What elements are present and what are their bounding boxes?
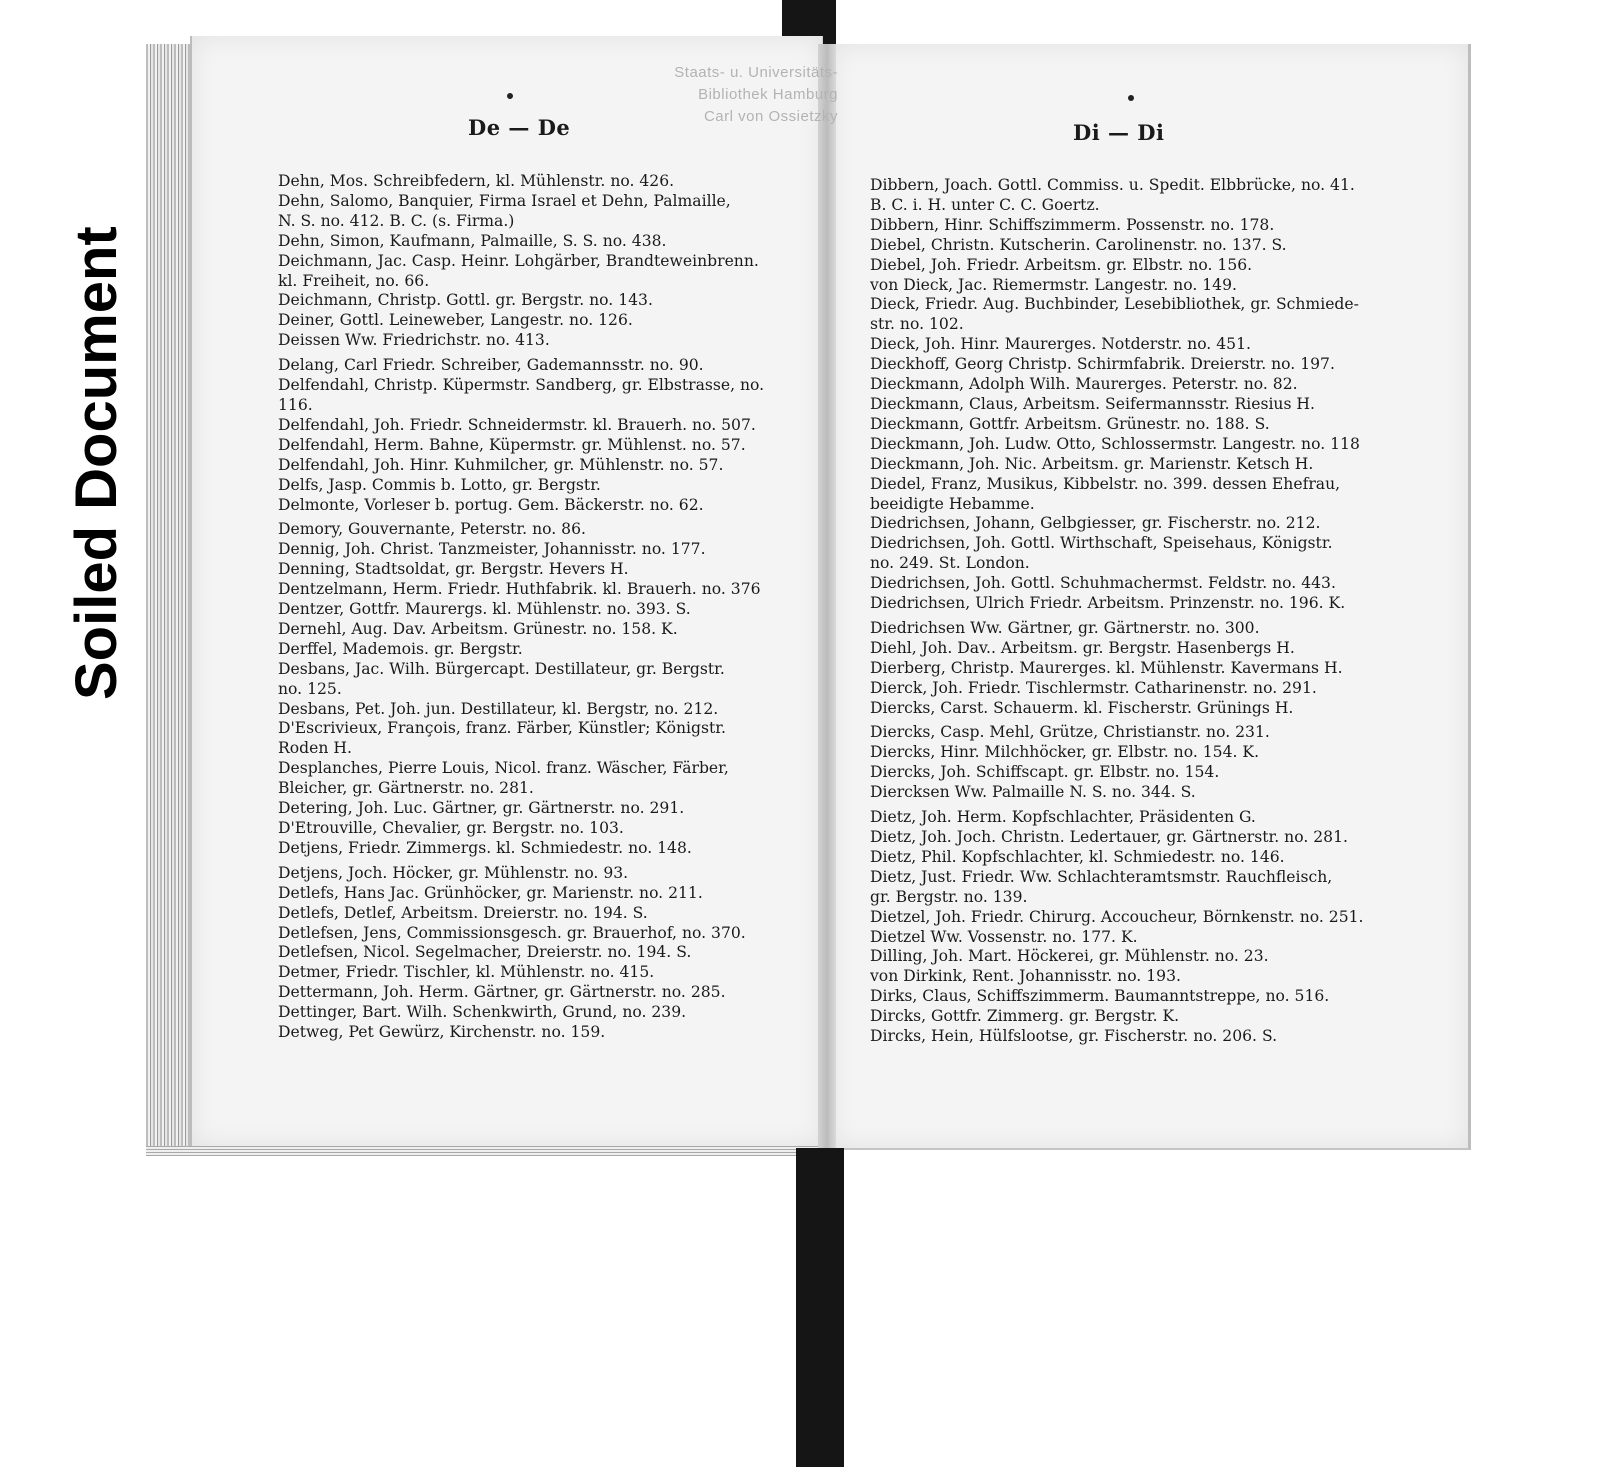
directory-entry (278, 476, 788, 496)
directory-entry-line: Diedrichsen, Joh. Gottl. Wirthschaft, Speisehaus, Königstr. (870, 534, 1333, 553)
directory-entry (278, 620, 788, 640)
directory-entry (870, 679, 1380, 699)
right-page-heading: Di — Di (1073, 120, 1165, 145)
directory-entry-line: Dierberg, Christp. Maurerges. kl. Mühlenstr. Kavermans H. (870, 658, 1343, 677)
directory-entry-line: von Dirkink, Rent. Johannisstr. no. 193. (870, 967, 1181, 986)
directory-entry-line: Dieckmann, Claus, Arbeitsm. Seifermannsstr. Riesius H. (870, 394, 1315, 413)
directory-entry-line: Desbans, Pet. Joh. jun. Destillateur, kl. Bergstr, no. 212. (278, 699, 719, 718)
directory-entry (278, 252, 788, 292)
directory-entry-line: Deichmann, Jac. Casp. Heinr. Lohgärber, Brandteweinbrenn. (278, 251, 759, 270)
directory-entry-line: gr. Bergstr. no. 139. (870, 887, 1028, 906)
directory-entry (278, 864, 788, 884)
directory-entry-line: Deiner, Gottl. Leineweber, Langestr. no. 126. (278, 311, 633, 330)
directory-entry-line: Diedel, Franz, Musikus, Kibbelstr. no. 399. dessen Ehefrau, (870, 474, 1341, 493)
directory-entry-line: Dirks, Claus, Schiffszimmerm. Baumanntstreppe, no. 516. (870, 987, 1330, 1006)
directory-entry-line: Detlefsen, Nicol. Segelmacher, Dreierstr. no. 194. S. (278, 943, 692, 962)
directory-entry-line: Diercks, Hinr. Milchhöcker, gr. Elbstr. no. 154. K. (870, 743, 1260, 762)
directory-entry (278, 839, 788, 859)
directory-entry-line: Delfendahl, Christp. Küpermstr. Sandberg, gr. Elbstrasse, no. (278, 376, 765, 395)
directory-entry-line: Dehn, Salomo, Banquier, Firma Israel et Dehn, Palmaille, (278, 191, 731, 210)
directory-entry-line: Diedrichsen, Joh. Gottl. Schuhmachermst. Feldstr. no. 443. (870, 574, 1336, 593)
directory-entry-line: Diebel, Christn. Kutscherin. Carolinenstr. no. 137. S. (870, 235, 1287, 254)
directory-entry (278, 759, 788, 799)
directory-entry (278, 540, 788, 560)
directory-entry (278, 904, 788, 924)
directory-entry (278, 232, 788, 252)
directory-entry-line: Diebel, Joh. Friedr. Arbeitsm. gr. Elbstr. no. 156. (870, 255, 1253, 274)
directory-entry-line: Diercks, Carst. Schauerm. kl. Fischerstr. Grünings H. (870, 698, 1294, 717)
directory-entry-line: Dietzel, Joh. Friedr. Chirurg. Accoucheur, Börnkenstr. no. 251. (870, 907, 1364, 926)
directory-entry (870, 1007, 1380, 1027)
directory-entry-line: Detlefsen, Jens, Commissionsgesch. gr. Brauerhof, no. 370. (278, 923, 746, 942)
book-gutter (818, 44, 836, 1148)
directory-entry-line: Dieckmann, Joh. Nic. Arbeitsm. gr. Marienstr. Ketsch H. (870, 454, 1314, 473)
library-stamp-line: Bibliothek Hamburg (698, 86, 838, 103)
directory-entry (278, 600, 788, 620)
directory-entry (278, 1023, 788, 1043)
directory-entry (870, 514, 1380, 534)
directory-entry (870, 534, 1380, 574)
directory-entry-line: Dietz, Joh. Joch. Christn. Ledertauer, gr. Gärtnerstr. no. 281. (870, 828, 1348, 846)
directory-entry-line: beeidigte Hebamme. (870, 494, 1035, 513)
directory-entry-line: Diedrichsen, Johann, Gelbgiesser, gr. Fischerstr. no. 212. (870, 514, 1321, 533)
directory-entry (870, 987, 1380, 1007)
directory-entry (870, 415, 1380, 435)
right-directory-list (870, 176, 1380, 1047)
directory-entry-line: Deissen Ww. Friedrichstr. no. 413. (278, 331, 550, 350)
directory-entry-line: kl. Freiheit, no. 66. (278, 271, 430, 290)
directory-entry (870, 763, 1380, 783)
directory-entry (278, 376, 788, 416)
soiled-document-text: Soiled Document (64, 226, 129, 700)
directory-entry-line: Dieck, Joh. Hinr. Maurerges. Notderstr. no. 451. (870, 335, 1251, 354)
directory-entry-line: Dieckhoff, Georg Christp. Schirmfabrik. Dreierstr. no. 197. (870, 355, 1335, 374)
directory-entry-line: Diercksen Ww. Palmaille N. S. no. 344. S. (870, 783, 1196, 802)
directory-entry-line: Detering, Joh. Luc. Gärtner, gr. Gärtnerstr. no. 291. (278, 799, 685, 818)
directory-entry (870, 355, 1380, 375)
directory-entry-line: Desbans, Jac. Wilh. Bürgercapt. Destillateur, gr. Bergstr. (278, 659, 725, 678)
directory-entry (278, 416, 788, 436)
directory-entry-line: Dibbern, Joach. Gottl. Commiss. u. Spedit. Elbbrücke, no. 41. (870, 176, 1355, 194)
directory-entry (870, 908, 1380, 928)
directory-entry-line: Dennig, Joh. Christ. Tanzmeister, Johannisstr. no. 177. (278, 540, 706, 559)
directory-entry-line: Dietz, Phil. Kopfschlachter, kl. Schmiedestr. no. 146. (870, 847, 1285, 866)
directory-entry-line: no. 125. (278, 679, 342, 698)
directory-entry-line: Diedrichsen Ww. Gärtner, gr. Gärtnerstr. no. 300. (870, 618, 1260, 637)
directory-entry (870, 639, 1380, 659)
bookmark-ribbon-bottom (796, 1148, 844, 1467)
directory-entry-line: Dieckmann, Joh. Ludw. Otto, Schlossermstr. Langestr. no. 118 (870, 434, 1360, 453)
directory-entry (870, 236, 1380, 256)
directory-entry (870, 435, 1380, 455)
directory-entry (870, 574, 1380, 594)
directory-entry (870, 808, 1380, 828)
directory-entry-line: N. S. no. 412. B. C. (s. Firma.) (278, 211, 515, 230)
directory-entry-line: B. C. i. H. unter C. C. Goertz. (870, 195, 1100, 214)
directory-entry-line: Dentzer, Gottfr. Maurergs. kl. Mühlenstr. no. 393. S. (278, 600, 691, 619)
directory-entry-line: Diercks, Joh. Schiffscapt. gr. Elbstr. no. 154. (870, 763, 1220, 782)
directory-entry-line: Diercks, Casp. Mehl, Grütze, Christianstr. no. 231. (870, 723, 1270, 742)
directory-entry-line: Derffel, Mademois. gr. Bergstr. (278, 639, 523, 658)
directory-entry-line: Bleicher, gr. Gärtnerstr. no. 281. (278, 779, 534, 798)
directory-entry-line: Delfendahl, Joh. Friedr. Schneidermstr. kl. Brauerh. no. 507. (278, 415, 756, 434)
directory-entry (278, 884, 788, 904)
directory-entry-line: Demory, Gouvernante, Peterstr. no. 86. (278, 520, 586, 539)
directory-entry (278, 172, 788, 192)
directory-entry-line: Dibbern, Hinr. Schiffszimmerm. Possenstr. no. 178. (870, 215, 1275, 234)
directory-entry (278, 496, 788, 516)
directory-entry-line: Dieckmann, Gottfr. Arbeitsm. Grünestr. no. 188. S. (870, 414, 1270, 433)
directory-entry (278, 520, 788, 540)
directory-entry-line: Diehl, Joh. Dav.. Arbeitsm. gr. Bergstr. Hasenbergs H. (870, 638, 1295, 657)
directory-entry-line: Deichmann, Christp. Gottl. gr. Bergstr. no. 143. (278, 291, 653, 310)
directory-entry-line: str. no. 102. (870, 315, 964, 334)
directory-entry-line: Dieck, Friedr. Aug. Buchbinder, Lesebibliothek, gr. Schmiede- (870, 295, 1359, 314)
directory-entry-line: Dierck, Joh. Friedr. Tischlermstr. Catharinenstr. no. 291. (870, 678, 1317, 697)
directory-entry-line: Detweg, Pet Gewürz, Kirchenstr. no. 159. (278, 1023, 606, 1042)
left-page-heading: De — De (468, 115, 571, 140)
directory-entry (870, 868, 1380, 908)
directory-entry (870, 659, 1380, 679)
directory-entry (278, 719, 788, 759)
directory-entry (278, 963, 788, 983)
directory-entry-line: Detjens, Joch. Höcker, gr. Mühlenstr. no. 93. (278, 863, 629, 882)
directory-entry (870, 828, 1380, 848)
directory-entry (278, 580, 788, 600)
library-stamp-line: Staats- u. Universitäts- (674, 64, 838, 81)
library-stamp-line: Carl von Ossietzky (703, 108, 838, 125)
directory-entry-line: Dentzelmann, Herm. Friedr. Huthfabrik. kl. Brauerh. no. 376 (278, 580, 761, 599)
directory-entry (278, 192, 788, 232)
directory-entry (870, 216, 1380, 236)
directory-entry-line: Delang, Carl Friedr. Schreiber, Gademannsstr. no. 90. (278, 356, 704, 375)
directory-entry-line: Detlefs, Hans Jac. Grünhöcker, gr. Marienstr. no. 211. (278, 883, 703, 902)
directory-entry (870, 723, 1380, 743)
directory-entry (870, 335, 1380, 355)
directory-entry (278, 819, 788, 839)
directory-entry-line: Diedrichsen, Ulrich Friedr. Arbeitsm. Prinzenstr. no. 196. K. (870, 594, 1346, 613)
directory-entry-line: Detlefs, Detlef, Arbeitsm. Dreierstr. no. 194. S. (278, 903, 648, 922)
directory-entry-line: Dietzel Ww. Vossenstr. no. 177. K. (870, 927, 1138, 946)
directory-entry-line: Dircks, Gottfr. Zimmerg. gr. Bergstr. K. (870, 1007, 1180, 1026)
directory-entry-line: Dilling, Joh. Mart. Höckerei, gr. Mühlenstr. no. 23. (870, 947, 1269, 966)
directory-entry (278, 331, 788, 351)
directory-entry (278, 943, 788, 963)
directory-entry (278, 799, 788, 819)
directory-entry-line: Dieckmann, Adolph Wilh. Maurerges. Peterstr. no. 82. (870, 375, 1298, 394)
directory-entry (870, 619, 1380, 639)
directory-entry (278, 924, 788, 944)
directory-entry (870, 276, 1380, 296)
directory-entry (870, 743, 1380, 763)
directory-entry (870, 176, 1380, 216)
directory-entry (870, 928, 1380, 948)
directory-entry (278, 436, 788, 456)
directory-entry (870, 256, 1380, 276)
directory-entry (278, 311, 788, 331)
directory-entry (278, 983, 788, 1003)
directory-entry-line: Delfendahl, Joh. Hinr. Kuhmilcher, gr. Mühlenstr. no. 57. (278, 455, 724, 474)
ink-dot (1128, 95, 1134, 101)
directory-entry-line: Dietz, Just. Friedr. Ww. Schlachteramtsmstr. Rauchfleisch, (870, 867, 1333, 886)
directory-entry-line: Detjens, Friedr. Zimmergs. kl. Schmiedestr. no. 148. (278, 838, 692, 857)
directory-entry (870, 375, 1380, 395)
directory-entry (870, 848, 1380, 868)
left-directory-list (278, 172, 788, 1043)
directory-entry (870, 475, 1380, 515)
directory-entry-line: Denning, Stadtsoldat, gr. Bergstr. Hevers H. (278, 560, 629, 579)
directory-entry (278, 660, 788, 700)
directory-entry-line: von Dieck, Jac. Riemermstr. Langestr. no. 149. (870, 275, 1237, 294)
directory-entry (870, 947, 1380, 967)
directory-entry-line: no. 249. St. London. (870, 554, 1030, 573)
directory-entry-line: D'Escrivieux, François, franz. Färber, Künstler; Königstr. (278, 719, 726, 738)
directory-entry-line: Dircks, Hein, Hülfslootse, gr. Fischerstr. no. 206. S. (870, 1027, 1278, 1046)
directory-entry-line: 116. (278, 395, 313, 414)
directory-entry-line: Delfs, Jasp. Commis b. Lotto, gr. Bergstr. (278, 475, 601, 494)
soiled-document-label (36, 195, 136, 715)
directory-entry (870, 395, 1380, 415)
directory-entry-line: Delfendahl, Herm. Bahne, Küpermstr. gr. Mühlenst. no. 57. (278, 435, 746, 454)
directory-entry (278, 291, 788, 311)
directory-entry-line: Delmonte, Vorleser b. portug. Gem. Bäckerstr. no. 62. (278, 495, 704, 514)
ink-dot (507, 93, 513, 99)
directory-entry (870, 699, 1380, 719)
directory-entry-line: Dernehl, Aug. Dav. Arbeitsm. Grünestr. no. 158. K. (278, 619, 678, 638)
directory-entry (870, 967, 1380, 987)
directory-entry-line: Dettermann, Joh. Herm. Gärtner, gr. Gärtnerstr. no. 285. (278, 983, 726, 1002)
directory-entry-line: Dehn, Simon, Kaufmann, Palmaille, S. S. no. 438. (278, 231, 667, 250)
directory-entry (870, 295, 1380, 335)
directory-entry (870, 455, 1380, 475)
directory-entry (870, 1027, 1380, 1047)
directory-entry-line: Dietz, Joh. Herm. Kopfschlachter, Präsidenten G. (870, 808, 1256, 827)
directory-entry (278, 356, 788, 376)
directory-entry-line: Detmer, Friedr. Tischler, kl. Mühlenstr. no. 415. (278, 963, 655, 982)
directory-entry (278, 456, 788, 476)
directory-entry-line: Desplanches, Pierre Louis, Nicol. franz. Wäscher, Färber, (278, 759, 729, 778)
library-stamp (608, 62, 838, 128)
directory-entry-line: Dettinger, Bart. Wilh. Schenkwirth, Grund, no. 239. (278, 1003, 687, 1022)
directory-entry-line: Roden H. (278, 739, 352, 758)
directory-entry-line: D'Etrouville, Chevalier, gr. Bergstr. no. 103. (278, 819, 624, 837)
directory-entry (278, 700, 788, 720)
directory-entry (870, 783, 1380, 803)
directory-entry (278, 640, 788, 660)
directory-entry (278, 1003, 788, 1023)
directory-entry (870, 594, 1380, 614)
directory-entry-line: Dehn, Mos. Schreibfedern, kl. Mühlenstr. no. 426. (278, 172, 675, 190)
directory-entry (278, 560, 788, 580)
